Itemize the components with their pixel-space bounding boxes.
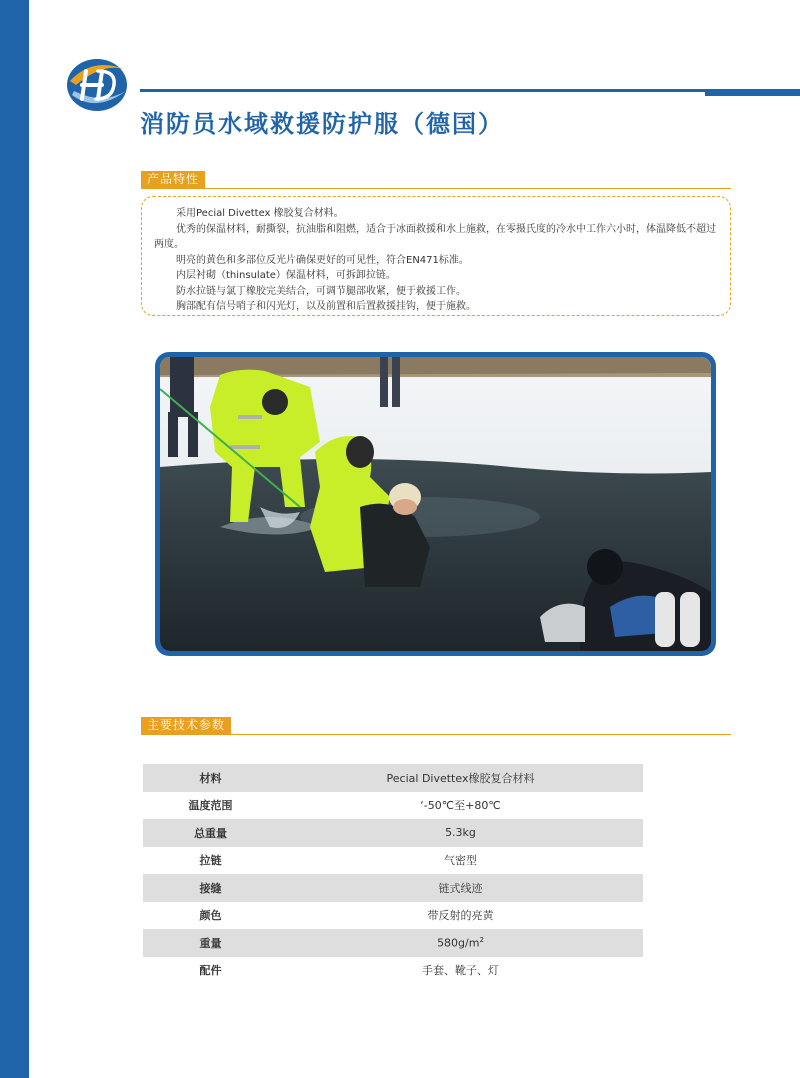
feature-line: 采用Pecial Divettex 橡胶复合材料。 — [176, 208, 344, 219]
features-heading-rule — [141, 188, 731, 189]
spec-label: 温度范围 — [188, 799, 233, 813]
table-row — [143, 847, 643, 875]
specs-table — [143, 764, 643, 984]
spec-label: 材料 — [143, 764, 278, 792]
spec-value: 带反射的亮黄 — [427, 909, 494, 923]
features-box — [141, 196, 731, 316]
spec-value — [278, 929, 643, 957]
spec-label: 总重量 — [143, 819, 278, 847]
table-row — [143, 764, 643, 792]
feature-line: 明亮的黄色和多部位反光片确保更好的可见性，符合EN471标准。 — [176, 254, 469, 266]
spec-value: 链式线迹 — [278, 874, 643, 902]
features-heading: 产品特性 — [141, 171, 205, 188]
feature-line: 胸部配有信号哨子和闪光灯，以及前置和后置救援挂钩，便于施救。 — [176, 301, 476, 312]
spec-value: 手套、靴子、灯 — [422, 964, 499, 978]
spec-label: 配件 — [199, 964, 222, 978]
photo-frame — [155, 352, 716, 656]
feature-line: 内层衬砌（thinsulate）保温材料，可拆卸拉链。 — [176, 270, 396, 281]
spec-label: 重量 — [143, 929, 278, 957]
header-rule-accent — [705, 89, 800, 96]
spec-value: 气密型 — [444, 854, 477, 868]
spec-label: 接缝 — [143, 874, 278, 902]
feature-line: 防水拉链与氯丁橡胶完美结合，可调节腿部收紧，便于救援工作。 — [176, 285, 466, 297]
header-rule — [140, 89, 800, 92]
page-title: 消防员水域救援防护服（德国） — [140, 110, 504, 138]
table-row — [143, 902, 643, 930]
table-row — [143, 929, 643, 957]
left-side-band — [0, 0, 29, 1078]
spec-label: 拉链 — [199, 854, 222, 868]
table-row — [143, 874, 643, 902]
specs-heading-rule — [141, 734, 731, 735]
specs-heading: 主要技术参数 — [141, 717, 231, 734]
table-row — [143, 819, 643, 847]
spec-value-superscript: 2 — [479, 935, 484, 944]
spec-value: ‘-50℃至+80℃ — [420, 799, 501, 813]
table-row — [143, 957, 643, 985]
hd-logo-icon — [62, 55, 132, 115]
table-row — [143, 792, 643, 820]
spec-value: 5.3kg — [278, 819, 643, 847]
ice-rescue-photo — [160, 357, 711, 651]
spec-value: Pecial Divettex橡胶复合材料 — [278, 764, 643, 792]
spec-value-text: 580g/m — [437, 936, 480, 950]
feature-line: 优秀的保温材料，耐撕裂，抗油脂和阻燃，适合于冰面救援和水上施救，在零摄氏度的冷水中工作六小时，体温降低不超过两度。 — [154, 223, 716, 250]
spec-label: 颜色 — [199, 909, 222, 923]
